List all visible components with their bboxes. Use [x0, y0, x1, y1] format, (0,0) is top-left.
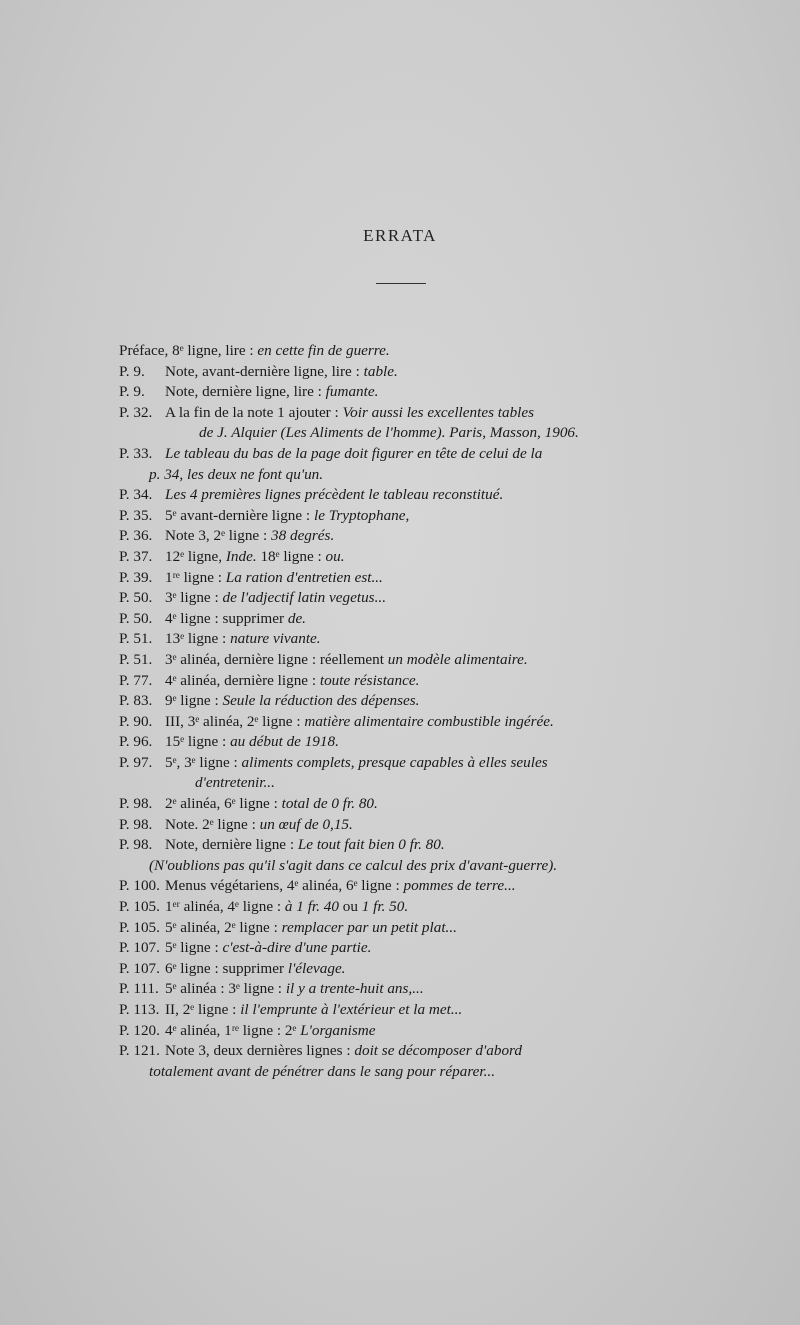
errata-location: 13ᵉ ligne :: [165, 630, 227, 648]
errata-entry: [119, 506, 719, 527]
errata-entry: [119, 712, 719, 733]
errata-entry: [119, 897, 719, 918]
errata-list: [119, 341, 719, 1082]
errata-entry: [119, 671, 719, 692]
errata-correction: table.: [363, 362, 398, 380]
errata-entry: [119, 732, 719, 753]
errata-ref: P. 120.: [119, 1021, 160, 1039]
errata-entry: [119, 588, 719, 609]
errata-ref: P. 33.: [119, 444, 153, 462]
errata-correction: 38 degrés.: [270, 527, 335, 545]
errata-entry: [119, 1041, 719, 1062]
errata-ref: P. 98.: [119, 815, 153, 833]
errata-ref: P. 36.: [119, 527, 153, 545]
errata-location: 4ᵉ alinéa, dernière ligne :: [165, 671, 317, 689]
errata-ref: P. 96.: [119, 733, 153, 751]
errata-ref: P. 77.: [119, 671, 153, 689]
errata-correction: nature vivante.: [230, 630, 321, 648]
errata-location-2: 18ᵉ ligne :: [260, 547, 322, 565]
errata-entry: [119, 979, 719, 1000]
errata-continuation: d'entretenir...: [195, 774, 275, 792]
errata-correction: c'est-à-dire d'une partie.: [222, 939, 372, 957]
errata-location: 9ᵉ ligne :: [165, 692, 219, 710]
errata-ref: P. 39.: [119, 568, 153, 586]
errata-ref: P. 107.: [119, 959, 160, 977]
errata-ref: P. 98.: [119, 795, 153, 813]
errata-ref: P. 32.: [119, 403, 153, 421]
errata-entry: [119, 362, 719, 383]
errata-ref: P. 105.: [119, 918, 160, 936]
errata-ref: P. 98.: [119, 836, 153, 854]
errata-ref: P. 100.: [119, 877, 160, 895]
errata-location: Note 3, 2ᵉ ligne :: [165, 527, 268, 545]
errata-correction: toute résistance.: [319, 671, 420, 689]
errata-correction: un modèle alimentaire.: [387, 650, 528, 668]
errata-entry: [119, 568, 719, 589]
errata-entry: [119, 938, 719, 959]
errata-location: 3ᵉ ligne :: [165, 589, 219, 607]
errata-location: A la fin de la note 1 ajouter :: [165, 403, 339, 421]
errata-entry: [119, 403, 719, 424]
errata-location: 5ᵉ ligne :: [165, 939, 219, 957]
errata-correction: Le tableau du bas de la page doit figurer en tête de celui de la: [165, 444, 543, 462]
errata-entry: [119, 629, 719, 650]
errata-correction: Seule la réduction des dépenses.: [222, 692, 420, 710]
errata-entry: [119, 526, 719, 547]
errata-continuation: (N'oublions pas qu'il s'agit dans ce calcul des prix d'avant-guerre).: [149, 856, 558, 874]
errata-ref: P. 9.: [119, 362, 145, 380]
errata-location: Note 3, deux dernières lignes :: [165, 1042, 351, 1060]
errata-correction: il l'emprunte à l'extérieur et la met...: [240, 1001, 463, 1018]
errata-entry: [119, 835, 719, 856]
errata-correction: total de 0 fr. 80.: [281, 795, 378, 813]
errata-correction: au début de 1918.: [230, 733, 339, 751]
errata-correction: l'élevage.: [287, 959, 346, 977]
errata-correction: à 1 fr. 40: [284, 898, 339, 916]
errata-entry: [119, 794, 719, 815]
errata-correction: Voir aussi les excellentes tables: [342, 403, 535, 421]
errata-ref: P. 90.: [119, 712, 153, 730]
errata-correction: un œuf de 0,15.: [259, 815, 353, 833]
errata-location: 2ᵉ alinéa, 6ᵉ ligne :: [165, 795, 278, 813]
errata-correction: remplacer par un petit plat...: [281, 918, 457, 936]
errata-correction: La ration d'entretien est...: [225, 568, 383, 586]
errata-location: 5ᵉ alinéa, 2ᵉ ligne :: [165, 918, 278, 936]
errata-ref: P. 50.: [119, 609, 153, 627]
errata-correction: fumante.: [325, 383, 379, 401]
errata-entry: [119, 444, 719, 465]
errata-entry: [119, 547, 719, 568]
errata-location: Note, dernière ligne, lire :: [165, 383, 322, 401]
errata-ref: P. 50.: [119, 589, 153, 607]
errata-entry: [119, 650, 719, 671]
errata-entry: [119, 876, 719, 897]
errata-continuation: de J. Alquier (Les Aliments de l'homme). Paris, Masson, 1906.: [199, 424, 579, 442]
title-rule: [376, 283, 426, 284]
errata-entry: [119, 341, 719, 362]
errata-ref: P. 51.: [119, 650, 153, 668]
errata-location: 3ᵉ alinéa, dernière ligne : réellement: [165, 650, 384, 668]
errata-location: 12ᵉ ligne,: [165, 547, 223, 565]
errata-ref: P. 105.: [119, 898, 160, 916]
errata-ref: Préface, 8ᵉ ligne, lire :: [119, 342, 254, 359]
errata-entry: [119, 918, 719, 939]
errata-entry: [119, 382, 719, 403]
errata-correction-2: 1 fr. 50.: [361, 898, 409, 916]
errata-entry: [119, 609, 719, 630]
errata-ref: P. 37.: [119, 547, 153, 565]
errata-correction: Le tout fait bien 0 fr. 80.: [297, 836, 445, 854]
errata-location: Note, dernière ligne :: [165, 836, 295, 854]
errata-correction-2: ou.: [325, 547, 345, 565]
errata-ref: P. 111.: [119, 980, 159, 998]
errata-entry: [119, 815, 719, 836]
errata-location: 1ᵉʳ alinéa, 4ᵉ ligne :: [165, 898, 282, 916]
errata-location: III, 3ᵉ alinéa, 2ᵉ ligne :: [165, 712, 301, 730]
errata-location: 6ᵉ ligne : supprimer: [165, 959, 285, 977]
errata-correction: le Tryptophane,: [313, 506, 410, 524]
page-title: ERRATA: [363, 226, 437, 245]
errata-location: 4ᵉ alinéa, 1ʳᵉ ligne : 2ᵉ: [165, 1021, 297, 1039]
errata-correction: de l'adjectif latin vegetus...: [222, 589, 386, 607]
errata-ref: P. 35.: [119, 506, 153, 524]
errata-location: 5ᵉ, 3ᵉ ligne :: [165, 753, 238, 771]
errata-location: Note. 2ᵉ ligne :: [165, 815, 256, 833]
errata-location-2: ou: [342, 898, 358, 916]
errata-entry: [119, 691, 719, 712]
errata-ref: P. 97.: [119, 753, 153, 771]
errata-correction: aliments complets, presque capables à elles seules: [241, 753, 548, 771]
errata-ref: P. 9.: [119, 383, 145, 401]
errata-correction: matière alimentaire combustible ingérée.: [304, 712, 554, 730]
errata-ref: P. 113.: [119, 1001, 160, 1018]
errata-correction: Inde.: [225, 547, 257, 565]
errata-entry: [119, 1021, 719, 1042]
errata-location: 15ᵉ ligne :: [165, 733, 227, 751]
errata-location: 5ᵉ avant-dernière ligne :: [165, 506, 311, 524]
errata-entry: [119, 753, 719, 774]
errata-location: Menus végétariens, 4ᵉ alinéa, 6ᵉ ligne :: [165, 877, 400, 895]
errata-entry: [119, 959, 719, 980]
errata-continuation: totalement avant de pénétrer dans le sang pour réparer...: [149, 1062, 496, 1080]
errata-entry: [119, 485, 719, 506]
errata-location: 5ᵉ alinéa : 3ᵉ ligne :: [165, 980, 283, 998]
errata-ref: P. 83.: [119, 692, 153, 710]
errata-ref: P. 107.: [119, 939, 160, 957]
errata-location: 1ʳᵉ ligne :: [165, 568, 222, 586]
errata-correction: de.: [287, 609, 306, 627]
errata-location: 4ᵉ ligne : supprimer: [165, 609, 285, 627]
errata-correction: il y a trente-huit ans,...: [285, 980, 424, 998]
errata-ref: P. 34.: [119, 486, 153, 504]
errata-ref: P. 121.: [119, 1042, 160, 1060]
errata-entry: [119, 1000, 719, 1021]
errata-correction: pommes de terre...: [403, 877, 516, 895]
errata-location: Note, avant-dernière ligne, lire :: [165, 362, 360, 380]
errata-correction: en cette fin de guerre.: [257, 342, 390, 359]
errata-location: II, 2ᵉ ligne :: [165, 1001, 237, 1018]
errata-correction: doit se décomposer d'abord: [354, 1042, 522, 1060]
errata-ref: P. 51.: [119, 630, 153, 648]
errata-correction: Les 4 premières lignes précèdent le tableau reconstitué.: [165, 486, 504, 504]
errata-continuation: p. 34, les deux ne font qu'un.: [149, 465, 324, 483]
errata-correction: L'organisme: [300, 1021, 376, 1039]
